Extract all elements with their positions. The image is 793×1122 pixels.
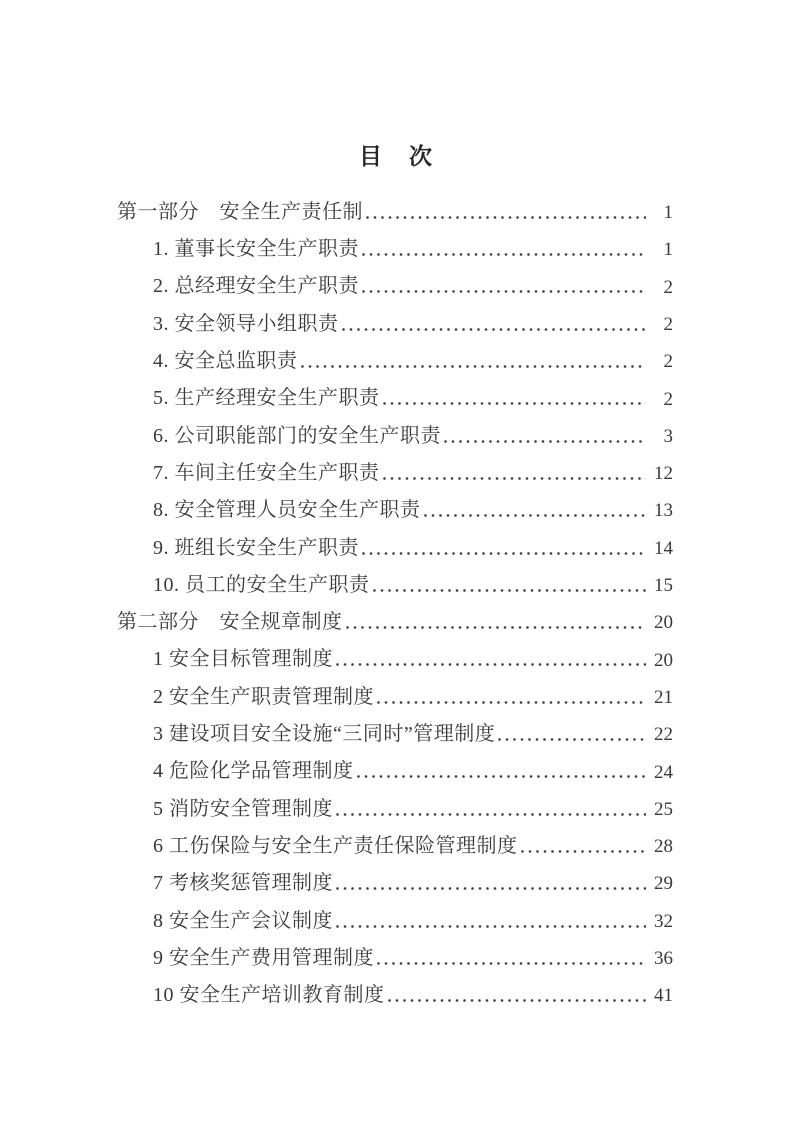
dot-leader bbox=[301, 364, 647, 368]
toc-entry-label: 2 安全生产职责管理制度 bbox=[153, 685, 374, 708]
dot-leader bbox=[424, 513, 647, 517]
toc-entry-label: 8. 安全管理人员安全生产职责 bbox=[153, 499, 421, 522]
toc-entry-row[interactable] bbox=[117, 746, 673, 783]
toc-entry-page: 25 bbox=[654, 798, 673, 820]
toc-title: 目 次 bbox=[359, 144, 434, 169]
toc-entry-label: 1. 董事长安全生产职责 bbox=[153, 238, 359, 261]
dot-leader bbox=[336, 886, 646, 890]
toc-entry-row[interactable] bbox=[117, 709, 673, 746]
toc-entry-label: 9. 班组长安全生产职责 bbox=[153, 536, 359, 559]
dot-leader bbox=[383, 476, 647, 480]
dot-leader bbox=[498, 737, 646, 741]
toc-entry-label: 2. 总经理安全生产职责 bbox=[153, 275, 359, 298]
dot-leader bbox=[377, 961, 646, 965]
dot-leader bbox=[342, 327, 647, 331]
toc-entry-row[interactable] bbox=[117, 410, 673, 447]
dot-leader bbox=[388, 998, 647, 1002]
toc-entry-row[interactable] bbox=[117, 560, 673, 597]
toc-entry-label: 10. 员工的安全生产职责 bbox=[153, 573, 370, 596]
toc-entry-label: 第二部分 安全规章制度 bbox=[117, 611, 343, 634]
toc-entry-row[interactable] bbox=[117, 261, 673, 298]
toc-entry-row[interactable] bbox=[117, 448, 673, 485]
dot-leader bbox=[362, 289, 646, 293]
dot-leader bbox=[336, 662, 646, 666]
toc-entry-row[interactable] bbox=[117, 298, 673, 335]
toc-entry-page: 20 bbox=[654, 649, 673, 671]
dot-leader bbox=[346, 625, 647, 629]
dot-leader bbox=[444, 439, 646, 443]
toc-entry-label: 3. 安全领导小组职责 bbox=[153, 312, 339, 335]
toc-entry-label: 10 安全生产培训教育制度 bbox=[153, 984, 385, 1007]
toc-entry-page: 21 bbox=[654, 686, 673, 708]
toc-entry-row[interactable] bbox=[117, 522, 673, 559]
toc-entry-row[interactable] bbox=[117, 895, 673, 932]
toc-entry-row[interactable] bbox=[117, 933, 673, 970]
toc-entry-page: 22 bbox=[654, 724, 673, 746]
toc-entry-page: 14 bbox=[654, 537, 673, 559]
toc-entry-page: 29 bbox=[654, 873, 673, 895]
toc-entry-label: 7 考核奖惩管理制度 bbox=[153, 872, 333, 895]
dot-leader bbox=[362, 551, 646, 555]
toc-entry-label: 8 安全生产会议制度 bbox=[153, 909, 333, 932]
dot-leader bbox=[377, 700, 646, 704]
toc-entry-page: 28 bbox=[654, 836, 673, 858]
toc-section-row[interactable] bbox=[117, 187, 673, 224]
toc-entry-page: 12 bbox=[654, 463, 673, 485]
toc-entry-page: 13 bbox=[654, 500, 673, 522]
toc-entry-page: 2 bbox=[663, 351, 673, 373]
toc-entry-label: 5 消防安全管理制度 bbox=[153, 797, 333, 820]
toc-entry-page: 2 bbox=[663, 313, 673, 335]
toc-entry-row[interactable] bbox=[117, 485, 673, 522]
toc-entry-page: 1 bbox=[663, 239, 673, 261]
toc-entry-row[interactable] bbox=[117, 336, 673, 373]
toc-entry-label: 9 安全生产费用管理制度 bbox=[153, 946, 374, 969]
dot-leader bbox=[362, 252, 646, 256]
toc-entry-label: 第一部分 安全生产责任制 bbox=[117, 200, 363, 223]
toc-entry-row[interactable] bbox=[117, 634, 673, 671]
toc-entry-page: 2 bbox=[663, 388, 673, 410]
toc-entry-row[interactable] bbox=[117, 821, 673, 858]
table-of-contents bbox=[117, 187, 673, 1008]
toc-entry-label: 6. 公司职能部门的安全生产职责 bbox=[153, 424, 441, 447]
toc-entry-label: 6 工伤保险与安全生产责任保险管理制度 bbox=[153, 834, 518, 857]
toc-entry-row[interactable] bbox=[117, 671, 673, 708]
dot-leader bbox=[366, 215, 646, 219]
toc-entry-label: 4. 安全总监职责 bbox=[153, 350, 298, 373]
toc-section-row[interactable] bbox=[117, 597, 673, 634]
toc-entry-label: 7. 车间主任安全生产职责 bbox=[153, 461, 380, 484]
dot-leader bbox=[336, 924, 646, 928]
toc-entry-page: 32 bbox=[654, 910, 673, 932]
toc-entry-row[interactable] bbox=[117, 858, 673, 895]
toc-entry-row[interactable] bbox=[117, 970, 673, 1007]
toc-entry-label: 1 安全目标管理制度 bbox=[153, 648, 333, 671]
toc-entry-page: 36 bbox=[654, 947, 673, 969]
toc-entry-row[interactable] bbox=[117, 373, 673, 410]
toc-entry-page: 20 bbox=[654, 612, 673, 634]
toc-entry-page: 3 bbox=[663, 425, 673, 447]
dot-leader bbox=[383, 401, 647, 405]
toc-entry-label: 5. 生产经理安全生产职责 bbox=[153, 387, 380, 410]
toc-entry-page: 15 bbox=[654, 575, 673, 597]
toc-entry-page: 2 bbox=[663, 276, 673, 298]
toc-entry-page: 41 bbox=[654, 985, 673, 1007]
toc-entry-page: 1 bbox=[663, 202, 673, 224]
dot-leader bbox=[373, 588, 647, 592]
dot-leader bbox=[357, 774, 647, 778]
toc-entry-label: 4 危险化学品管理制度 bbox=[153, 760, 354, 783]
dot-leader bbox=[521, 849, 647, 853]
toc-entry-label: 3 建设项目安全设施“三同时”管理制度 bbox=[153, 723, 496, 746]
dot-leader bbox=[336, 812, 646, 816]
toc-entry-page: 24 bbox=[654, 761, 673, 783]
toc-entry-row[interactable] bbox=[117, 783, 673, 820]
toc-entry-row[interactable] bbox=[117, 224, 673, 261]
